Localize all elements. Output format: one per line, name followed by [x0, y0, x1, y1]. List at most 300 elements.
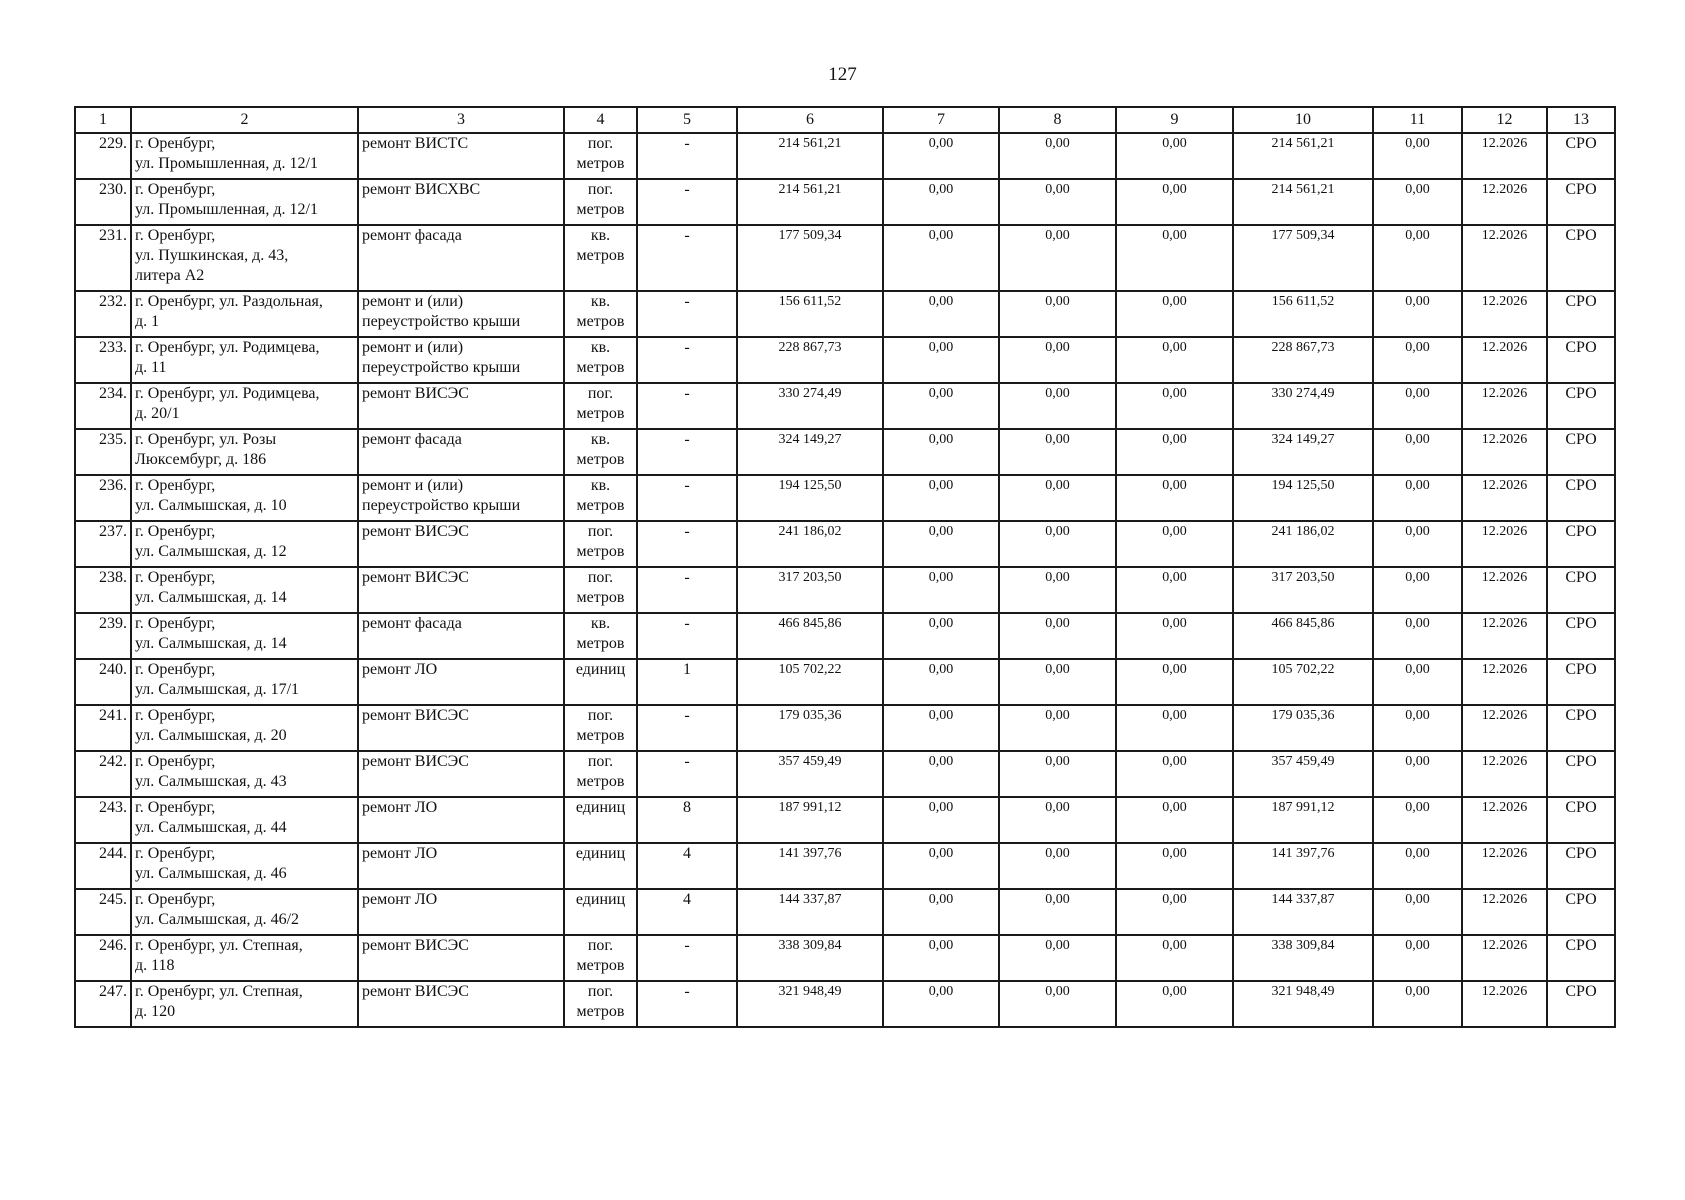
address-cell — [131, 475, 358, 521]
column-header: 8 — [999, 107, 1116, 133]
amount-col7-cell: 0,00 — [883, 179, 999, 225]
column-header: 5 — [637, 107, 737, 133]
unit-cell — [564, 429, 637, 475]
address-cell-line: Люксембург, д. 186 — [135, 451, 267, 468]
completion-date-cell: 12.2026 — [1462, 659, 1547, 705]
total-cost-cell: 141 397,76 — [737, 843, 883, 889]
work-type-cell — [358, 179, 564, 225]
address-cell-line: г. Оренбург, ул. Раздольная, — [135, 293, 323, 310]
table-row — [75, 475, 1615, 521]
completion-date-cell: 12.2026 — [1462, 843, 1547, 889]
executor-cell: СРО — [1547, 429, 1615, 475]
unit-cell — [564, 133, 637, 179]
amount-col8-cell: 0,00 — [999, 935, 1116, 981]
column-header: 3 — [358, 107, 564, 133]
amount-col10-cell: 317 203,50 — [1233, 567, 1373, 613]
address-cell-line: г. Оренбург, ул. Степная, — [135, 983, 303, 1000]
table-row — [75, 613, 1615, 659]
quantity-cell: - — [637, 705, 737, 751]
amount-col9-cell: 0,00 — [1116, 521, 1233, 567]
work-type-cell — [358, 659, 564, 705]
executor-cell: СРО — [1547, 797, 1615, 843]
unit-cell-line: метров — [576, 635, 625, 652]
quantity-cell: - — [637, 751, 737, 797]
address-cell-line: г. Оренбург, ул. Родимцева, — [135, 385, 320, 402]
quantity-cell: 1 — [637, 659, 737, 705]
amount-col11-cell: 0,00 — [1373, 475, 1462, 521]
work-type-cell — [358, 521, 564, 567]
completion-date-cell: 12.2026 — [1462, 291, 1547, 337]
amount-col8-cell: 0,00 — [999, 705, 1116, 751]
unit-cell-line: пог. — [587, 569, 614, 586]
address-cell-line: д. 1 — [135, 313, 160, 330]
amount-col7-cell: 0,00 — [883, 291, 999, 337]
work-type-cell — [358, 225, 564, 291]
unit-cell-line: кв. — [590, 227, 611, 244]
amount-col8-cell: 0,00 — [999, 889, 1116, 935]
repair-register-table — [74, 106, 1616, 1028]
address-cell — [131, 705, 358, 751]
work-type-cell-line: ремонт ВИСЭС — [362, 523, 469, 540]
row-number: 237. — [75, 521, 131, 567]
table-row — [75, 889, 1615, 935]
address-cell — [131, 337, 358, 383]
unit-cell-line: кв. — [590, 293, 611, 310]
amount-col7-cell: 0,00 — [883, 659, 999, 705]
unit-cell — [564, 225, 637, 291]
table-row — [75, 225, 1615, 291]
executor-cell: СРО — [1547, 659, 1615, 705]
amount-col10-cell: 214 561,21 — [1233, 179, 1373, 225]
work-type-cell-line: ремонт и (или) — [362, 339, 464, 356]
amount-col11-cell: 0,00 — [1373, 133, 1462, 179]
total-cost-cell: 214 561,21 — [737, 133, 883, 179]
address-cell-line: г. Оренбург, — [135, 227, 216, 244]
column-header: 4 — [564, 107, 637, 133]
amount-col9-cell: 0,00 — [1116, 797, 1233, 843]
address-cell-line: ул. Салмышская, д. 14 — [135, 635, 287, 652]
quantity-cell: - — [637, 225, 737, 291]
unit-cell-line: кв. — [590, 339, 611, 356]
work-type-cell — [358, 475, 564, 521]
unit-cell-line: кв. — [590, 477, 611, 494]
amount-col11-cell: 0,00 — [1373, 383, 1462, 429]
row-number: 241. — [75, 705, 131, 751]
address-cell — [131, 567, 358, 613]
unit-cell-line: метров — [576, 155, 625, 172]
executor-cell: СРО — [1547, 337, 1615, 383]
amount-col9-cell: 0,00 — [1116, 383, 1233, 429]
address-cell-line: г. Оренбург, ул. Розы — [135, 431, 277, 448]
work-type-cell-line: ремонт ВИСЭС — [362, 707, 469, 724]
address-cell-line: г. Оренбург, — [135, 707, 216, 724]
total-cost-cell: 144 337,87 — [737, 889, 883, 935]
table-row — [75, 843, 1615, 889]
amount-col9-cell: 0,00 — [1116, 475, 1233, 521]
unit-cell — [564, 179, 637, 225]
quantity-cell: 8 — [637, 797, 737, 843]
row-number: 233. — [75, 337, 131, 383]
amount-col7-cell: 0,00 — [883, 843, 999, 889]
address-cell-line: г. Оренбург, — [135, 845, 216, 862]
completion-date-cell: 12.2026 — [1462, 133, 1547, 179]
amount-col10-cell: 194 125,50 — [1233, 475, 1373, 521]
work-type-cell — [358, 751, 564, 797]
completion-date-cell: 12.2026 — [1462, 935, 1547, 981]
amount-col8-cell: 0,00 — [999, 383, 1116, 429]
total-cost-cell: 228 867,73 — [737, 337, 883, 383]
quantity-cell: - — [637, 383, 737, 429]
table-row — [75, 567, 1615, 613]
quantity-cell: - — [637, 981, 737, 1027]
total-cost-cell: 177 509,34 — [737, 225, 883, 291]
unit-cell-line: метров — [576, 359, 625, 376]
total-cost-cell: 357 459,49 — [737, 751, 883, 797]
amount-col9-cell: 0,00 — [1116, 225, 1233, 291]
unit-cell-line: метров — [576, 727, 625, 744]
amount-col11-cell: 0,00 — [1373, 935, 1462, 981]
row-number: 239. — [75, 613, 131, 659]
amount-col8-cell: 0,00 — [999, 797, 1116, 843]
unit-cell-line: метров — [576, 543, 625, 560]
amount-col10-cell: 141 397,76 — [1233, 843, 1373, 889]
table-row — [75, 521, 1615, 567]
total-cost-cell: 105 702,22 — [737, 659, 883, 705]
table-row — [75, 797, 1615, 843]
unit-cell — [564, 705, 637, 751]
amount-col11-cell: 0,00 — [1373, 797, 1462, 843]
address-cell-line: г. Оренбург, — [135, 477, 216, 494]
table-row — [75, 935, 1615, 981]
amount-col9-cell: 0,00 — [1116, 567, 1233, 613]
amount-col9-cell: 0,00 — [1116, 133, 1233, 179]
address-cell-line: г. Оренбург, ул. Родимцева, — [135, 339, 320, 356]
amount-col7-cell: 0,00 — [883, 981, 999, 1027]
quantity-cell: - — [637, 429, 737, 475]
amount-col10-cell: 330 274,49 — [1233, 383, 1373, 429]
address-cell — [131, 383, 358, 429]
table-row — [75, 383, 1615, 429]
amount-col10-cell: 321 948,49 — [1233, 981, 1373, 1027]
address-cell — [131, 521, 358, 567]
address-cell-line: д. 120 — [135, 1003, 176, 1020]
row-number: 244. — [75, 843, 131, 889]
address-cell — [131, 843, 358, 889]
completion-date-cell: 12.2026 — [1462, 613, 1547, 659]
unit-cell — [564, 567, 637, 613]
column-number-row — [75, 107, 1615, 133]
amount-col7-cell: 0,00 — [883, 935, 999, 981]
unit-cell-line: пог. — [587, 181, 614, 198]
amount-col7-cell: 0,00 — [883, 797, 999, 843]
work-type-cell-line: ремонт ВИСЭС — [362, 753, 469, 770]
column-header: 9 — [1116, 107, 1233, 133]
amount-col9-cell: 0,00 — [1116, 179, 1233, 225]
address-cell-line: д. 11 — [135, 359, 167, 376]
column-header: 11 — [1373, 107, 1462, 133]
unit-cell-line: метров — [576, 773, 625, 790]
work-type-cell-line: ремонт ЛО — [362, 891, 438, 908]
amount-col10-cell: 187 991,12 — [1233, 797, 1373, 843]
completion-date-cell: 12.2026 — [1462, 337, 1547, 383]
row-number: 238. — [75, 567, 131, 613]
work-type-cell — [358, 383, 564, 429]
work-type-cell-line: ремонт ЛО — [362, 845, 438, 862]
unit-cell-line: пог. — [587, 753, 614, 770]
unit-cell-line: пог. — [587, 983, 614, 1000]
amount-col9-cell: 0,00 — [1116, 889, 1233, 935]
quantity-cell: - — [637, 291, 737, 337]
executor-cell: СРО — [1547, 705, 1615, 751]
executor-cell: СРО — [1547, 751, 1615, 797]
executor-cell: СРО — [1547, 179, 1615, 225]
work-type-cell-line: переустройство крыши — [362, 313, 521, 330]
address-cell — [131, 751, 358, 797]
table-row — [75, 429, 1615, 475]
total-cost-cell: 179 035,36 — [737, 705, 883, 751]
quantity-cell: - — [637, 935, 737, 981]
work-type-cell-line: ремонт фасада — [362, 431, 462, 448]
amount-col7-cell: 0,00 — [883, 429, 999, 475]
work-type-cell-line: ремонт ВИСТС — [362, 135, 469, 152]
address-cell — [131, 291, 358, 337]
address-cell — [131, 225, 358, 291]
unit-cell-line: метров — [576, 1003, 625, 1020]
unit-cell — [564, 613, 637, 659]
amount-col7-cell: 0,00 — [883, 751, 999, 797]
table-row — [75, 981, 1615, 1027]
unit-cell-line: единиц — [575, 845, 626, 862]
amount-col8-cell: 0,00 — [999, 475, 1116, 521]
unit-cell-line: метров — [576, 497, 625, 514]
address-cell-line: д. 118 — [135, 957, 175, 974]
completion-date-cell: 12.2026 — [1462, 225, 1547, 291]
completion-date-cell: 12.2026 — [1462, 429, 1547, 475]
unit-cell-line: метров — [576, 957, 625, 974]
quantity-cell: 4 — [637, 889, 737, 935]
unit-cell — [564, 521, 637, 567]
total-cost-cell: 330 274,49 — [737, 383, 883, 429]
work-type-cell — [358, 429, 564, 475]
amount-col8-cell: 0,00 — [999, 179, 1116, 225]
quantity-cell: 4 — [637, 843, 737, 889]
amount-col7-cell: 0,00 — [883, 133, 999, 179]
executor-cell: СРО — [1547, 889, 1615, 935]
amount-col7-cell: 0,00 — [883, 889, 999, 935]
executor-cell: СРО — [1547, 935, 1615, 981]
executor-cell: СРО — [1547, 981, 1615, 1027]
amount-col8-cell: 0,00 — [999, 133, 1116, 179]
unit-cell-line: единиц — [575, 891, 626, 908]
table-header — [75, 107, 1615, 133]
work-type-cell-line: ремонт ВИСЭС — [362, 569, 469, 586]
completion-date-cell: 12.2026 — [1462, 981, 1547, 1027]
amount-col8-cell: 0,00 — [999, 337, 1116, 383]
address-cell-line: ул. Салмышская, д. 12 — [135, 543, 287, 560]
amount-col11-cell: 0,00 — [1373, 889, 1462, 935]
quantity-cell: - — [637, 521, 737, 567]
completion-date-cell: 12.2026 — [1462, 179, 1547, 225]
amount-col10-cell: 338 309,84 — [1233, 935, 1373, 981]
unit-cell-line: единиц — [575, 661, 626, 678]
table-row — [75, 133, 1615, 179]
unit-cell-line: метров — [576, 313, 625, 330]
unit-cell-line: кв. — [590, 431, 611, 448]
address-cell — [131, 429, 358, 475]
row-number: 231. — [75, 225, 131, 291]
quantity-cell: - — [637, 133, 737, 179]
address-cell-line: г. Оренбург, — [135, 569, 216, 586]
address-cell — [131, 659, 358, 705]
executor-cell: СРО — [1547, 567, 1615, 613]
amount-col11-cell: 0,00 — [1373, 705, 1462, 751]
address-cell-line: д. 20/1 — [135, 405, 180, 422]
table-row — [75, 337, 1615, 383]
unit-cell — [564, 843, 637, 889]
amount-col8-cell: 0,00 — [999, 291, 1116, 337]
work-type-cell — [358, 291, 564, 337]
amount-col7-cell: 0,00 — [883, 337, 999, 383]
amount-col11-cell: 0,00 — [1373, 659, 1462, 705]
amount-col9-cell: 0,00 — [1116, 291, 1233, 337]
total-cost-cell: 241 186,02 — [737, 521, 883, 567]
work-type-cell — [358, 843, 564, 889]
amount-col9-cell: 0,00 — [1116, 429, 1233, 475]
address-cell — [131, 613, 358, 659]
amount-col9-cell: 0,00 — [1116, 843, 1233, 889]
amount-col9-cell: 0,00 — [1116, 981, 1233, 1027]
amount-col11-cell: 0,00 — [1373, 291, 1462, 337]
amount-col10-cell: 144 337,87 — [1233, 889, 1373, 935]
work-type-cell-line: ремонт фасада — [362, 615, 462, 632]
address-cell-line: г. Оренбург, — [135, 753, 216, 770]
address-cell — [131, 981, 358, 1027]
row-number: 230. — [75, 179, 131, 225]
amount-col11-cell: 0,00 — [1373, 521, 1462, 567]
address-cell-line: г. Оренбург, — [135, 615, 216, 632]
column-header: 12 — [1462, 107, 1547, 133]
amount-col10-cell: 324 149,27 — [1233, 429, 1373, 475]
row-number: 235. — [75, 429, 131, 475]
executor-cell: СРО — [1547, 521, 1615, 567]
amount-col10-cell: 156 611,52 — [1233, 291, 1373, 337]
amount-col8-cell: 0,00 — [999, 567, 1116, 613]
address-cell — [131, 935, 358, 981]
amount-col10-cell: 179 035,36 — [1233, 705, 1373, 751]
address-cell-line: г. Оренбург, ул. Степная, — [135, 937, 303, 954]
quantity-cell: - — [637, 179, 737, 225]
amount-col8-cell: 0,00 — [999, 843, 1116, 889]
amount-col9-cell: 0,00 — [1116, 613, 1233, 659]
unit-cell — [564, 889, 637, 935]
amount-col11-cell: 0,00 — [1373, 751, 1462, 797]
amount-col7-cell: 0,00 — [883, 475, 999, 521]
unit-cell-line: метров — [576, 405, 625, 422]
amount-col9-cell: 0,00 — [1116, 337, 1233, 383]
unit-cell-line: пог. — [587, 385, 614, 402]
unit-cell — [564, 659, 637, 705]
total-cost-cell: 466 845,86 — [737, 613, 883, 659]
unit-cell — [564, 751, 637, 797]
address-cell-line: г. Оренбург, — [135, 181, 216, 198]
amount-col9-cell: 0,00 — [1116, 751, 1233, 797]
executor-cell: СРО — [1547, 225, 1615, 291]
address-cell — [131, 133, 358, 179]
completion-date-cell: 12.2026 — [1462, 705, 1547, 751]
work-type-cell — [358, 705, 564, 751]
amount-col7-cell: 0,00 — [883, 521, 999, 567]
executor-cell: СРО — [1547, 613, 1615, 659]
unit-cell — [564, 383, 637, 429]
column-header: 7 — [883, 107, 999, 133]
unit-cell-line: метров — [576, 247, 625, 264]
executor-cell: СРО — [1547, 291, 1615, 337]
address-cell-line: ул. Салмышская, д. 46 — [135, 865, 287, 882]
amount-col10-cell: 357 459,49 — [1233, 751, 1373, 797]
amount-col11-cell: 0,00 — [1373, 337, 1462, 383]
address-cell-line: г. Оренбург, — [135, 661, 216, 678]
unit-cell-line: пог. — [587, 135, 614, 152]
completion-date-cell: 12.2026 — [1462, 475, 1547, 521]
total-cost-cell: 214 561,21 — [737, 179, 883, 225]
total-cost-cell: 338 309,84 — [737, 935, 883, 981]
quantity-cell: - — [637, 475, 737, 521]
row-number: 242. — [75, 751, 131, 797]
executor-cell: СРО — [1547, 475, 1615, 521]
address-cell-line: г. Оренбург, — [135, 799, 216, 816]
unit-cell-line: метров — [576, 589, 625, 606]
address-cell — [131, 797, 358, 843]
amount-col11-cell: 0,00 — [1373, 567, 1462, 613]
address-cell-line: литера А2 — [135, 267, 205, 284]
amount-col9-cell: 0,00 — [1116, 705, 1233, 751]
work-type-cell — [358, 935, 564, 981]
amount-col11-cell: 0,00 — [1373, 613, 1462, 659]
work-type-cell-line: ремонт ВИСЭС — [362, 937, 469, 954]
address-cell-line: ул. Салмышская, д. 17/1 — [135, 681, 300, 698]
address-cell-line: ул. Салмышская, д. 14 — [135, 589, 287, 606]
total-cost-cell: 324 149,27 — [737, 429, 883, 475]
row-number: 243. — [75, 797, 131, 843]
unit-cell-line: метров — [576, 451, 625, 468]
row-number: 240. — [75, 659, 131, 705]
completion-date-cell: 12.2026 — [1462, 889, 1547, 935]
work-type-cell-line: ремонт и (или) — [362, 293, 464, 310]
amount-col7-cell: 0,00 — [883, 613, 999, 659]
row-number: 232. — [75, 291, 131, 337]
completion-date-cell: 12.2026 — [1462, 797, 1547, 843]
amount-col10-cell: 241 186,02 — [1233, 521, 1373, 567]
column-header: 10 — [1233, 107, 1373, 133]
table-row — [75, 705, 1615, 751]
unit-cell-line: метров — [576, 201, 625, 218]
work-type-cell-line: ремонт ВИСХВС — [362, 181, 481, 198]
work-type-cell — [358, 337, 564, 383]
work-type-cell-line: переустройство крыши — [362, 359, 521, 376]
address-cell-line: г. Оренбург, — [135, 135, 216, 152]
column-header: 1 — [75, 107, 131, 133]
amount-col7-cell: 0,00 — [883, 567, 999, 613]
amount-col10-cell: 105 702,22 — [1233, 659, 1373, 705]
unit-cell-line: пог. — [587, 523, 614, 540]
amount-col8-cell: 0,00 — [999, 225, 1116, 291]
unit-cell — [564, 337, 637, 383]
quantity-cell: - — [637, 613, 737, 659]
quantity-cell: - — [637, 567, 737, 613]
table-row — [75, 179, 1615, 225]
unit-cell — [564, 475, 637, 521]
amount-col8-cell: 0,00 — [999, 751, 1116, 797]
